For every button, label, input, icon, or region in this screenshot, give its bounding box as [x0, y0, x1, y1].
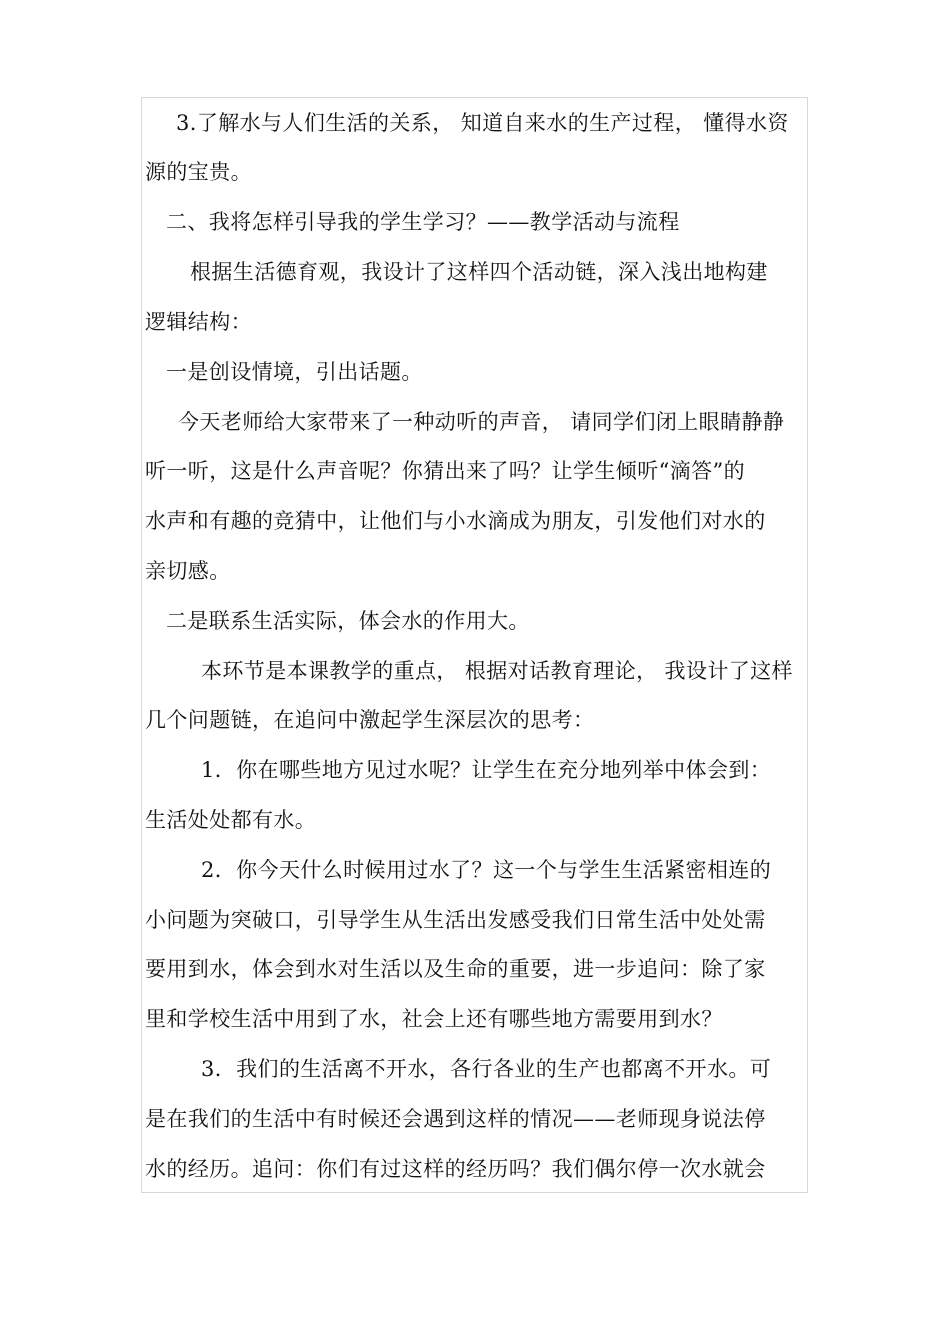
- text-line-9: 水声和有趣的竞猜中，让他们与小水滴成为朋友，引发他们对水的: [145, 509, 766, 533]
- text-line-8: 听一听，这是什么声音呢？你猜出来了吗？让学生倾听“滴答”的: [145, 459, 746, 483]
- activity-heading-1: 一是创设情境，引出话题。: [166, 360, 423, 384]
- text-line-22: 水的经历。追问：你们有过这样的经历吗？我们偶尔停一次水就会: [145, 1157, 766, 1181]
- text-line-17: 小问题为突破口，引导学生从生活出发感受我们日常生活中处处需: [145, 908, 766, 932]
- text-line-2: 源的宝贵。: [145, 160, 252, 184]
- text-line-5: 逻辑结构：: [145, 310, 252, 334]
- text-line-15: 生活处处都有水。: [145, 808, 317, 832]
- question-3: 3．我们的生活离不开水，各行各业的生产也都离不开水。可: [201, 1057, 772, 1081]
- activity-heading-2: 二是联系生活实际，体会水的作用大。: [166, 609, 530, 633]
- text-line-7: 今天老师给大家带来了一种动听的声音， 请同学们闭上眼睛静静: [178, 410, 785, 434]
- text-line-13: 几个问题链，在追问中激起学生深层次的思考：: [145, 708, 595, 732]
- text-line-1: 3.了解水与人们生活的关系， 知道自来水的生产过程， 懂得水资: [176, 111, 789, 135]
- text-line-12: 本环节是本课教学的重点， 根据对话教育理论， 我设计了这样: [201, 659, 793, 683]
- text-line-19: 里和学校生活中用到了水，社会上还有哪些地方需要用到水？: [145, 1007, 723, 1031]
- text-line-10: 亲切感。: [145, 559, 231, 583]
- text-line-21: 是在我们的生活中有时候还会遇到这样的情况——老师现身说法停: [145, 1107, 766, 1131]
- question-2: 2．你今天什么时候用过水了？这一个与学生生活紧密相连的: [201, 858, 772, 882]
- text-line-4: 根据生活德育观，我设计了这样四个活动链，深入浅出地构建: [190, 260, 768, 284]
- section-heading: 二、我将怎样引导我的学生学习？——教学活动与流程: [166, 210, 680, 234]
- text-line-18: 要用到水，体会到水对生活以及生命的重要，进一步追问：除了家: [145, 957, 766, 981]
- question-1: 1．你在哪些地方见过水呢？让学生在充分地列举中体会到：: [201, 758, 772, 782]
